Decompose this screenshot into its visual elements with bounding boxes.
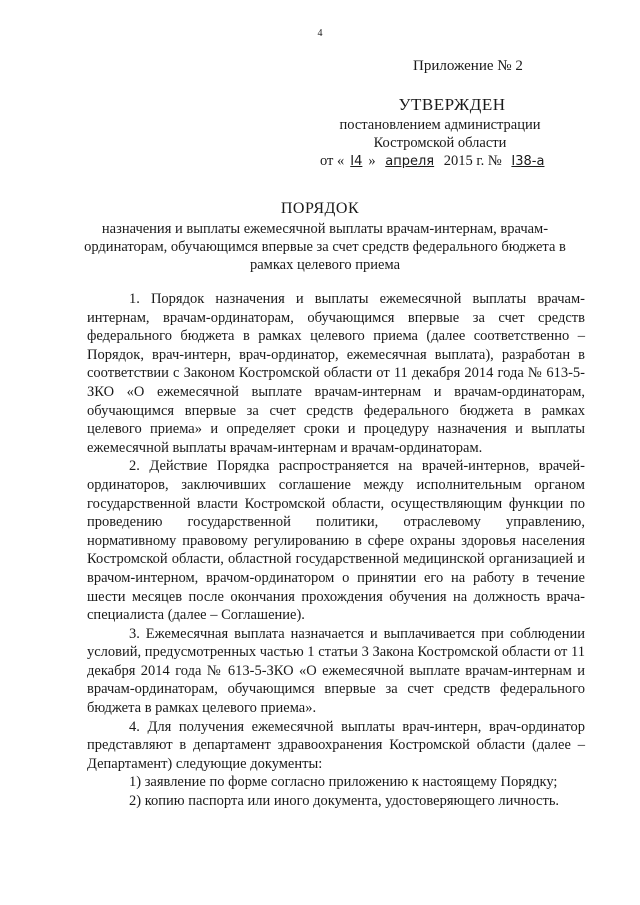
page-number: 4 xyxy=(317,28,323,39)
order-body xyxy=(87,290,585,811)
paragraph-3: 3. Ежемесячная выплата назначается и выплачивается при соблюдении условий, предусмотренных частью 1 статьи 3 Закона Костромской области от 11 декабря 2014 года № 613-5-ЗКО «О ежемесячной выплате врачам-интернам и врачам-ординаторам, обучающимся впервые за счет средств федерального бюджета в рамках целевого приема». xyxy=(87,625,585,717)
appendix-label: Приложение № 2 xyxy=(413,58,523,74)
approved-heading: УТВЕРЖДЕН xyxy=(398,95,506,114)
order-subtitle: назначения и выплаты ежемесячной выплаты врачам-интернам, врачам-ординаторам, обучающимся впервые за счет средств федерального бюджета в рамках целевого приема xyxy=(84,221,566,273)
list-item-1: 1) заявление по форме согласно приложению к настоящему Порядку; xyxy=(129,774,558,791)
date-mid: » xyxy=(368,153,376,169)
approval-line-2: Костромской области xyxy=(373,135,507,151)
approval-date-line xyxy=(300,152,580,171)
paragraph-4: 4. Для получения ежемесячной выплаты врач-интерн, врач-ординатор представляют в департамент здравоохранения Костромской области (далее – Департамент) следующие документы: xyxy=(87,718,585,772)
order-title: ПОРЯДОК xyxy=(280,200,360,217)
paragraph-2: 2. Действие Порядка распространяется на врачей-интернов, врачей-ординаторов, заключивших соглашение между исполнительным органом государственной власти Костромской области, осуществляющим функции по проведению государственной политики, отраслевому управлению, нормативному правовому регулированию в сфере охраны здоровья населения Костромской области, областной государственной медицинской организацией и врачом-интерном, врачом-ординатором о принятии его на работу в течение шести месяцев после окончания прохождения обучения на должность врача-специалиста (далее – Соглашение). xyxy=(87,458,585,624)
date-day: I4 xyxy=(350,154,363,169)
date-prefix: от « xyxy=(320,153,345,169)
decree-number: I38-а xyxy=(511,154,545,169)
date-suffix: 2015 г. № xyxy=(443,153,502,169)
approval-line-1: постановлением администрации xyxy=(339,117,541,133)
paragraph-1: 1. Порядок назначения и выплаты ежемесячной выплаты врачам-интернам, врачам-ординаторам, обучающимся впервые за счет средств федерального бюджета в рамках целевого приема (далее соответственно – Порядок, врач-интерн, врач-ординатор, ежемесячная выплата), разработан в соответствии с Законом Костромской области от 11 декабря 2014 года № 613-5-ЗКО «О ежемесячной выплате врачам-интернам и врачам-ординаторам, обучающимся впервые за счет средств федерального бюджета в рамках целевого приема» и определяет сроки и процедуру назначения и выплаты ежемесячной выплаты врачам-интернам и врачам-ординаторам. xyxy=(87,291,585,456)
date-month: апреля xyxy=(385,154,435,169)
approval-block xyxy=(300,96,580,171)
list-item-2: 2) копию паспорта или иного документа, удостоверяющего личность. xyxy=(129,793,560,810)
